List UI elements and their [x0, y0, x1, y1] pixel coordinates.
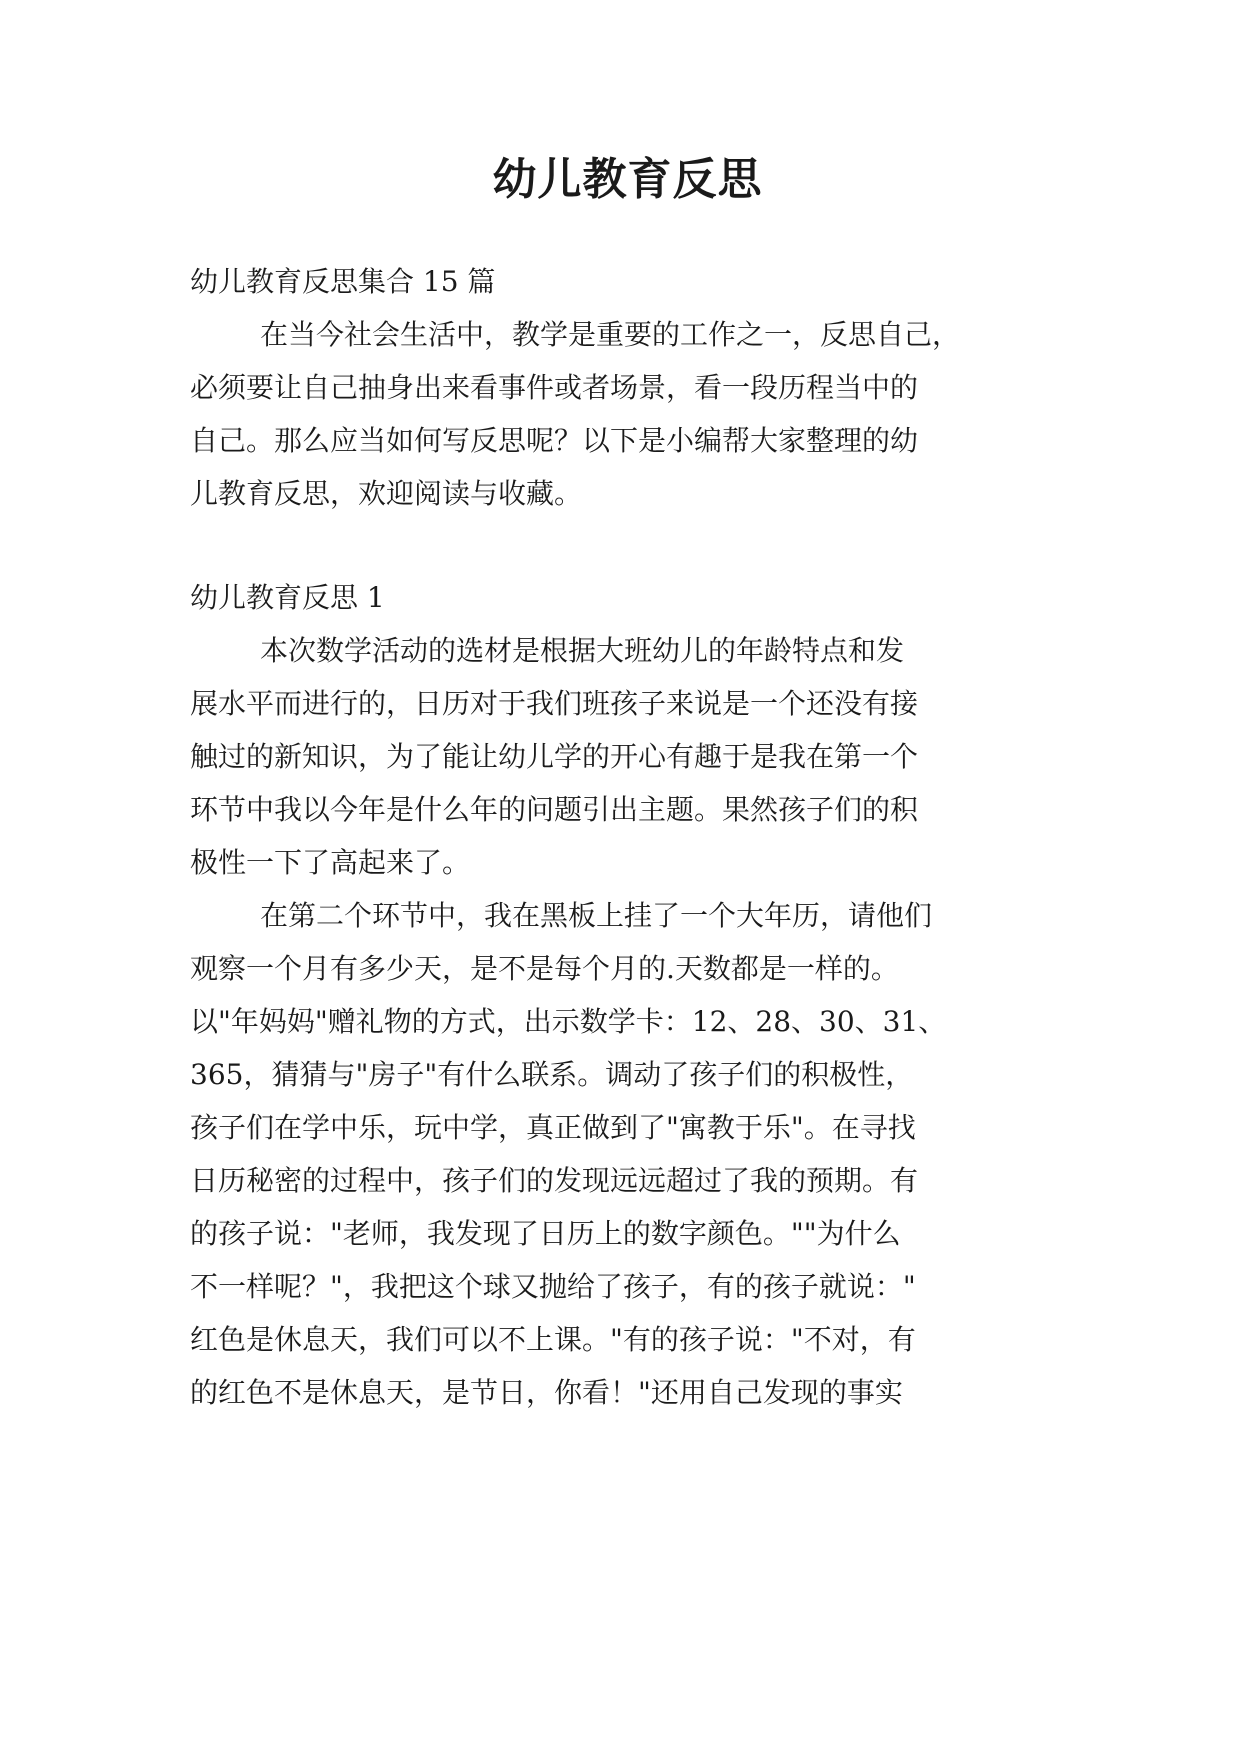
paragraph-line: 的孩子说："老师，我发现了日历上的数字颜色。""为什么: [190, 1217, 901, 1250]
paragraph-line: 在第二个环节中，我在黑板上挂了一个大年历，请他们: [260, 899, 933, 932]
intro-line: 自己。那么应当如何写反思呢？以下是小编帮大家整理的幼: [190, 424, 919, 457]
paragraph-line: 以"年妈妈"赠礼物的方式，出示数学卡：12、28、30、31、: [190, 1005, 947, 1038]
document-heading: 幼儿教育反思集合 15 篇: [190, 265, 496, 298]
document-title: 幼儿教育反思: [492, 154, 763, 205]
paragraph-line: 触过的新知识，为了能让幼儿学的开心有趣于是我在第一个: [190, 740, 919, 773]
section-title: 幼儿教育反思 1: [190, 581, 385, 614]
paragraph-line: 的红色不是休息天，是节日，你看！"还用自己发现的事实: [190, 1376, 903, 1409]
intro-line: 儿教育反思，欢迎阅读与收藏。: [190, 477, 583, 510]
paragraph-line: 红色是休息天，我们可以不上课。"有的孩子说："不对，有: [190, 1323, 916, 1356]
document-page: [190, 0, 1065, 1754]
intro-line: 在当今社会生活中，教学是重要的工作之一，反思自己，: [260, 318, 961, 351]
paragraph-line: 日历秘密的过程中，孩子们的发现远远超过了我的预期。有: [190, 1164, 919, 1197]
paragraph-line: 本次数学活动的选材是根据大班幼儿的年龄特点和发: [260, 634, 905, 667]
paragraph-line: 极性一下了高起来了。: [190, 846, 471, 879]
paragraph-line: 365，猜猜与"房子"有什么联系。调动了孩子们的积极性，: [190, 1058, 914, 1091]
intro-line: 必须要让自己抽身出来看事件或者场景，看一段历程当中的: [190, 371, 919, 404]
paragraph-line: 展水平而进行的，日历对于我们班孩子来说是一个还没有接: [190, 687, 919, 720]
paragraph-line: 观察一个月有多少天，是不是每个月的.天数都是一样的。: [190, 952, 899, 985]
paragraph-line: 孩子们在学中乐，玩中学，真正做到了"寓教于乐"。在寻找: [190, 1111, 916, 1144]
paragraph-line: 不一样呢？"，我把这个球又抛给了孩子，有的孩子就说：": [190, 1270, 916, 1303]
paragraph-line: 环节中我以今年是什么年的问题引出主题。果然孩子们的积: [190, 793, 919, 826]
